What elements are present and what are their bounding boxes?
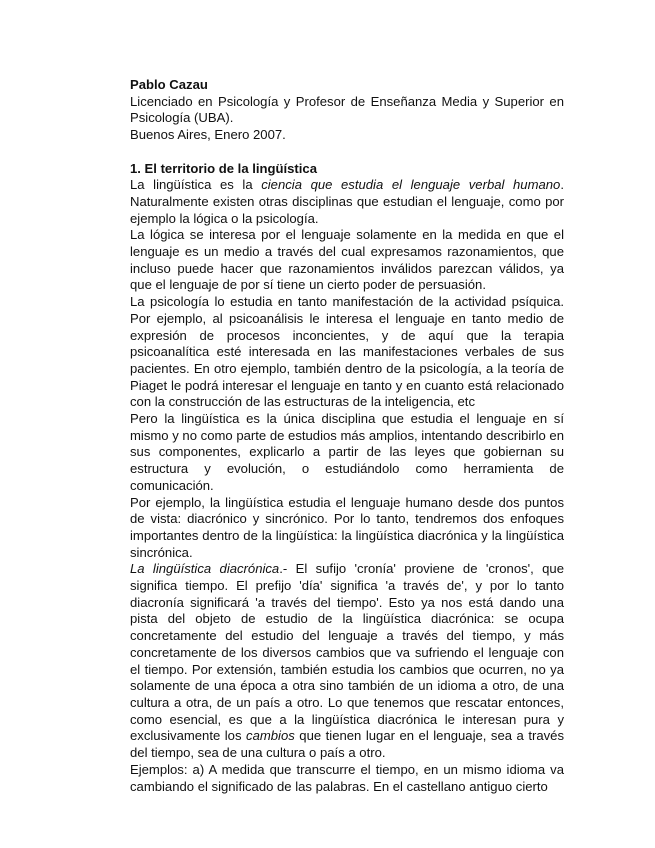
emphasis-text: cambios: [246, 728, 295, 744]
paragraph-text: que tienen lugar en el lenguaje, sea a través del tiempo, sea de una cultura o país a otro.: [130, 728, 564, 761]
author-name: Pablo Cazau: [130, 77, 208, 92]
paragraph-text: La lingüística es la: [130, 177, 262, 193]
document-body: [130, 77, 564, 795]
paragraph-text: .- El sufijo 'cronía' proviene de 'cronos', que significa tiempo. El prefijo 'día' significa 'a través de', y por lo tanto diacronía significará 'a través del tiempo'. Esto ya nos está dando una pista del objeto de estudio de la lingüística diacrónica: se ocupa concretamente del estudio del lenguaje a través del tiempo, y más concretamente de los diversos cambios que va sufriendo el lenguaje con el tiempo. Por extensión, también estudia los cambios que ocurren, no ya solamente de una época a otra sino también de un idioma a otro, de una cultura a otra, de un país a otro. Lo que tenemos que rescatar entonces, como esencial, es que a la lingüística diacrónica le interesan pura y exclusivamente los: [130, 561, 564, 744]
paragraph-examples: Ejemplos: a) A medida que transcurre el tiempo, en un mismo idioma va cambiando el significado de las palabras. En el castellano antiguo cierto: [130, 761, 564, 794]
place-date: Buenos Aires, Enero 2007.: [130, 127, 286, 143]
paragraph-logic: La lógica se interesa por el lenguaje solamente en la medida en que el lenguaje es un medio a través del cual expresamos razonamientos, que incluso puede hacer que razonamientos inválidos parezcan válidos, ya que el lenguaje de por sí tiene un cierto poder de persuasión.: [130, 227, 564, 293]
paragraph-psychology: La psicología lo estudia en tanto manifestación de la actividad psíquica. Por ejemplo, al psicoanálisis le interesa el lenguaje en tanto medio de expresión de procesos inconcientes, y de aquí que la terapia psicoanalítica esté interesada en las manifestaciones verbales de sus pacientes. En otro ejemplo, también dentro de la psicología, a la teoría de Piaget le podrá interesar el lenguaje en tanto y en cuanto está relacionado con la construcción de las estructuras de la inteligencia, etc: [130, 294, 564, 410]
emphasis-text: ciencia que estudia el lenguaje verbal humano: [261, 177, 561, 193]
paragraph-diachronic: [130, 561, 564, 761]
author-credentials: Licenciado en Psicología y Profesor de Enseñanza Media y Superior en Psicología (UBA).: [130, 93, 564, 126]
paragraph-linguistics: Pero la lingüística es la única disciplina que estudia el lenguaje en sí mismo y no como parte de estudios más amplios, intentando describirlo en sus componentes, explicarlo a partir de las leyes que gobiernan su estructura y evolución, o estudiándolo como herramienta de comunicación.: [130, 411, 564, 493]
paragraph-text: . Naturalmente existen otras disciplinas que estudian el lenguaje, como por ejemplo la lógica o la psicología.: [130, 177, 564, 226]
spacer: [130, 144, 564, 161]
emphasis-text: La lingüística diacrónica: [130, 561, 280, 577]
section-heading: 1. El territorio de la lingüística: [130, 160, 317, 176]
paragraph-definition: [130, 177, 564, 227]
paragraph-viewpoints: Por ejemplo, la lingüística estudia el lenguaje humano desde dos puntos de vista: diacrónico y sincrónico. Por lo tanto, tendremos dos enfoques importantes dentro de la lingüística: la lingüística diacrónica y la lingüística sincrónica.: [130, 494, 564, 560]
